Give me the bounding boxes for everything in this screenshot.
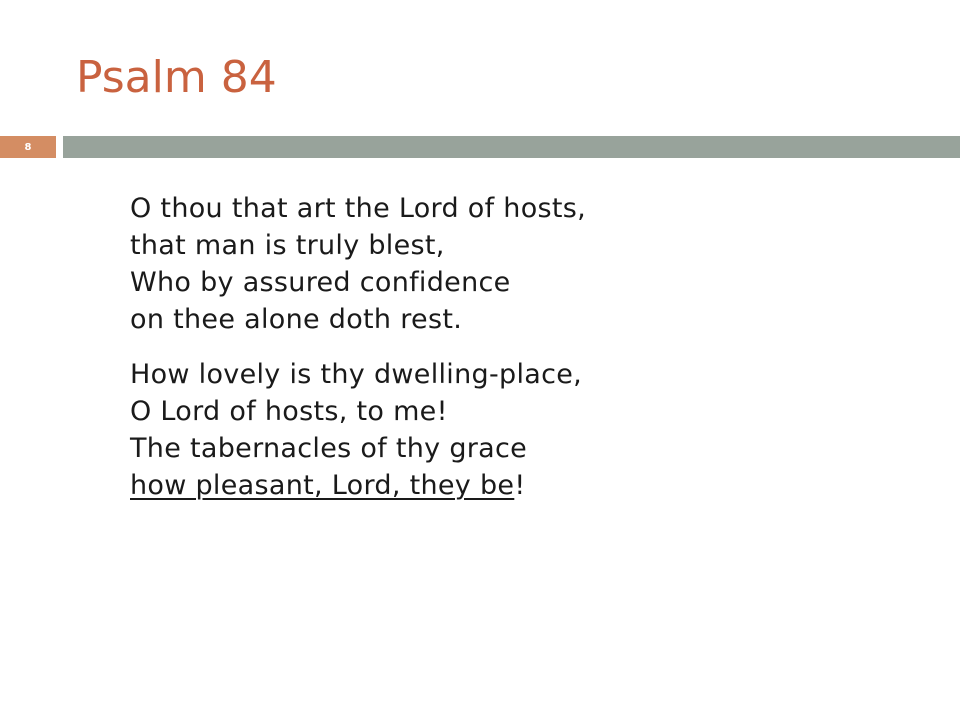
slide-title: Psalm 84 [76,52,277,103]
stanza-2 [130,356,930,504]
final-punctuation: ! [514,470,526,501]
underlined-text: how pleasant, Lord, they be [130,470,515,501]
verse-line: O Lord of hosts, to me! [130,396,448,427]
verse-line-final [130,467,930,504]
title-underline-bar [63,136,960,158]
stanza-1 [130,190,930,338]
verse-line: on thee alone doth rest. [130,304,463,335]
verse-line: Who by assured confidence [130,267,511,298]
verse-line: How lovely is thy dwelling-place, [130,359,583,390]
verse-line: that man is truly blest, [130,230,445,261]
slide-number: 8 [24,141,32,153]
verse-line: O thou that art the Lord of hosts, [130,193,587,224]
verse-line: The tabernacles of thy grace [130,433,528,464]
slide-number-badge [0,136,56,158]
psalm-text [130,190,930,522]
